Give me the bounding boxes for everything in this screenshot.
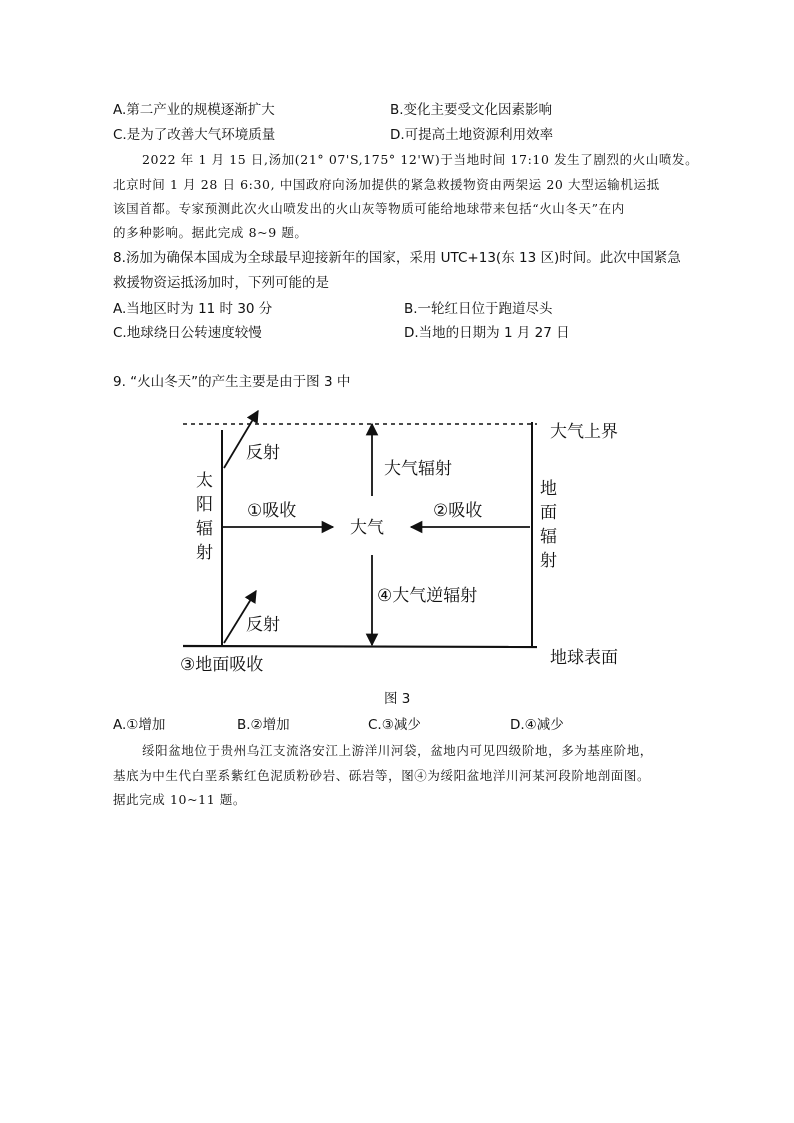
label-surface: 地球表面 <box>550 648 618 668</box>
q7-option-a: A.第二产业的规模逐渐扩大 <box>113 102 275 118</box>
label-ground-3: 辐 <box>540 527 557 547</box>
label-ground-2: 面 <box>540 503 557 523</box>
q9-option-a: A.①增加 <box>113 717 166 733</box>
passage1-line1: 2022 年 1 月 15 日,汤加(21° 07'S,175° 12'W)于当地时间 17:10 发生了剧烈的火山喷发。 <box>142 152 699 167</box>
passage2-line2: 基底为中生代白垩系紫红色泥质粉砂岩、砾岩等，图④为绥阳盆地洋川河某河段阶地剖面图。 <box>113 768 651 783</box>
label-atm-radiation: 大气辐射 <box>384 459 452 479</box>
label-atm-counter-radiation: ④大气逆辐射 <box>377 586 478 606</box>
passage1-line4: 的多种影响。据此完成 8~9 题。 <box>113 225 308 240</box>
q8-stem-line2: 救援物资运抵汤加时，下列可能的是 <box>113 275 329 291</box>
q9-option-c: C.③减少 <box>368 717 421 733</box>
label-atmosphere: 大气 <box>350 518 384 538</box>
label-solar-4: 射 <box>196 543 213 563</box>
label-absorb-1: ①吸收 <box>247 501 297 521</box>
earth-surface-line <box>183 646 537 647</box>
label-absorb-2: ②吸收 <box>433 501 483 521</box>
passage1-line3: 该国首都。专家预测此次火山喷发出的火山灰等物质可能给地球带来包括“火山冬天”在内 <box>113 201 625 216</box>
passage2-line3: 据此完成 10~11 题。 <box>113 792 247 807</box>
q8-option-d: D.当地的日期为 1 月 27 日 <box>404 325 570 341</box>
q8-stem-line1: 8.汤加为确保本国成为全球最早迎接新年的国家，采用 UTC+13(东 13 区)时间。此次中国紧急 <box>113 250 681 266</box>
label-ground-4: 射 <box>540 551 557 571</box>
q9-option-b: B.②增加 <box>237 717 290 733</box>
q7-option-c: C.是为了改善大气环境质量 <box>113 127 276 143</box>
passage2-line1: 绥阳盆地位于贵州乌江支流洛安江上游洋川河袋，盆地内可见四级阶地，多为基座阶地， <box>142 743 653 758</box>
q8-option-a: A.当地区时为 11 时 30 分 <box>113 301 273 317</box>
label-solar-2: 阳 <box>196 495 213 515</box>
q7-option-b: B.变化主要受文化因素影响 <box>390 102 553 118</box>
label-reflect-bottom: 反射 <box>246 615 280 635</box>
figure3-caption: 图 3 <box>384 691 411 707</box>
q9-option-d: D.④减少 <box>510 717 564 733</box>
q7-option-d: D.可提高土地资源利用效率 <box>390 127 554 143</box>
q8-option-c: C.地球绕日公转速度较慢 <box>113 325 262 341</box>
label-top-boundary: 大气上界 <box>550 422 618 442</box>
label-reflect-top: 反射 <box>246 443 280 463</box>
q9-stem: 9. “火山冬天”的产生主要是由于图 3 中 <box>113 374 351 390</box>
passage1-line2: 北京时间 1 月 28 日 6:30, 中国政府向汤加提供的紧急救援物资由两架运 20 大型运输机运抵 <box>113 177 660 192</box>
label-solar-1: 太 <box>196 471 213 491</box>
label-ground-absorb: ③地面吸收 <box>180 655 264 675</box>
label-solar-3: 辐 <box>196 519 213 539</box>
label-ground-1: 地 <box>540 479 557 499</box>
q8-option-b: B.一轮红日位于跑道尽头 <box>404 301 553 317</box>
